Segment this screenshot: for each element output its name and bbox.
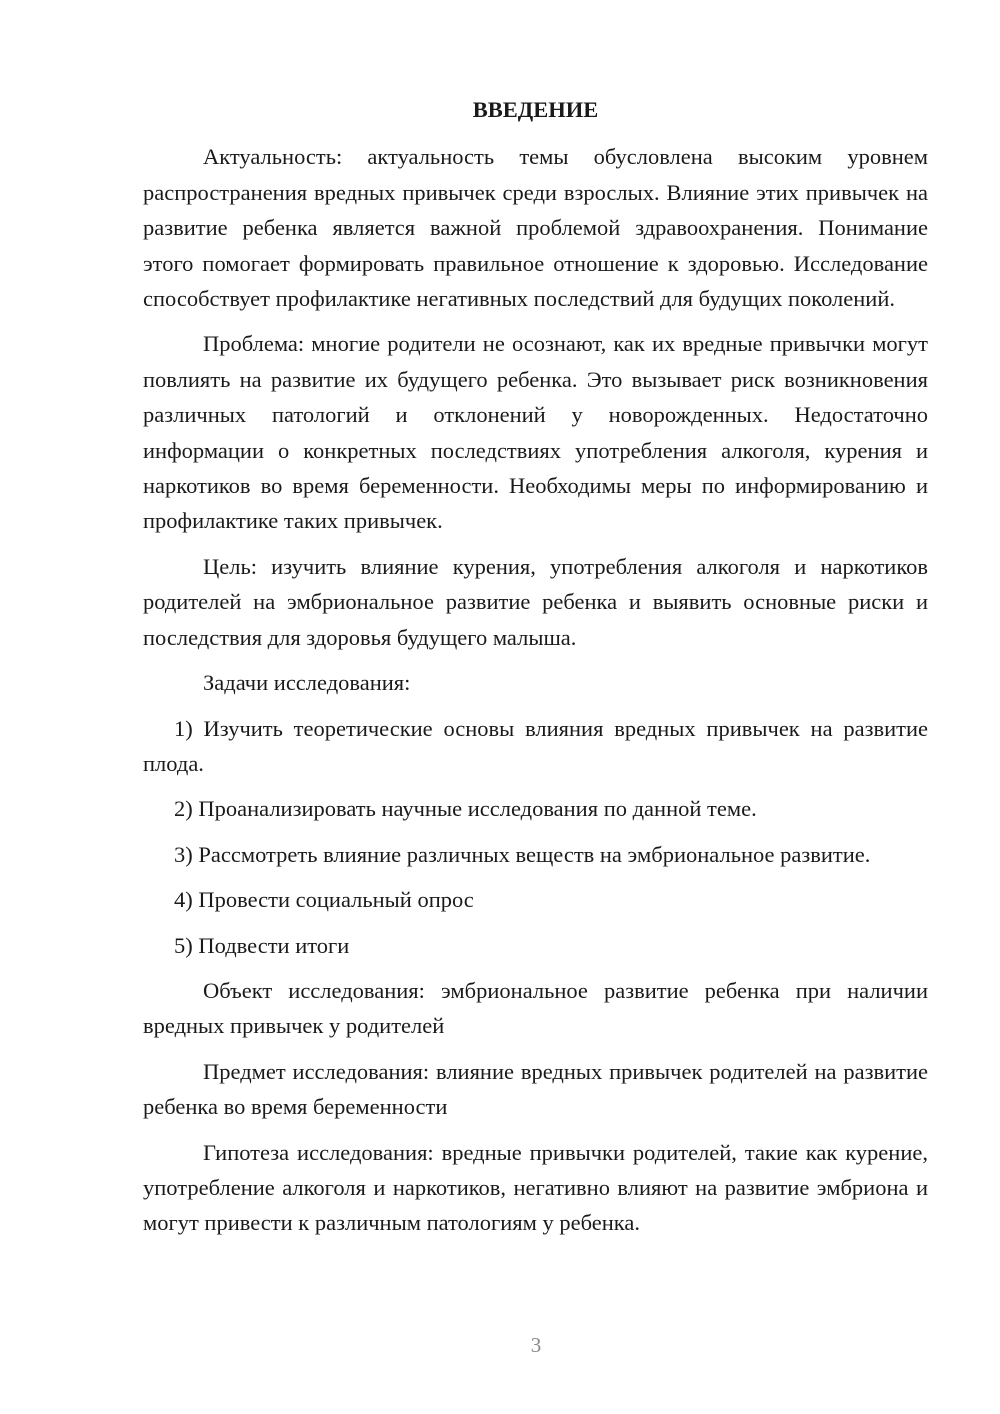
paragraph-subject: Предмет исследования: влияние вредных привычек родителей на развитие ребенка во время беременности [143, 1058, 928, 1120]
section-heading: ВВЕДЕНИЕ [472, 97, 599, 122]
page-body [143, 92, 928, 1251]
paragraph-hypothesis: Гипотеза исследования: вредные привычки родителей, такие как курение, употребление алкоголя и наркотиков, негативно влияют на развитие эмбриона и могут привести к различным патологиям у ребенка. [143, 1139, 928, 1236]
task-item-5: 5) Подвести итоги [174, 932, 350, 958]
paragraph-problem: Проблема: многие родители не осознают, как их вредные привычки могут повлиять на развитие их будущего ребенка. Это вызывает риск возникновения различных патологий и отклонений у новорожденных. Недостаточно информации о конкретных последствиях употребления алкоголя, курения и наркотиков во время беременности. Необходимы меры по информированию и профилактике таких привычек. [143, 331, 928, 534]
task-item-2: 2) Проанализировать научные исследования по данной теме. [174, 796, 757, 822]
paragraph-object: Объект исследования: эмбриональное развитие ребенка при наличии вредных привычек у родителей [143, 977, 928, 1039]
task-item-4: 4) Провести социальный опрос [174, 887, 474, 913]
paragraph-tasks-title: Задачи исследования: [203, 670, 411, 696]
page-number: 3 [530, 1333, 542, 1357]
paragraph-goal: Цель: изучить влияние курения, употребления алкоголя и наркотиков родителей на эмбриональное развитие ребенка и выявить основные риски и последствия для здоровья будущего малыша. [143, 553, 928, 650]
paragraph-relevance: Актуальность: актуальность темы обусловлена высоким уровнем распространения вредных привычек среди взрослых. Влияние этих привычек на развитие ребенка является важной проблемой здравоохранения. Понимание этого помогает формировать правильное отношение к здоровью. Исследование способствует профилактике негативных последствий для будущих поколений. [143, 144, 928, 312]
task-item-1: 1) Изучить теоретические основы влияния вредных привычек на развитие плода. [143, 715, 928, 776]
task-item-3: 3) Рассмотреть влияние различных веществ на эмбриональное развитие. [174, 841, 871, 867]
